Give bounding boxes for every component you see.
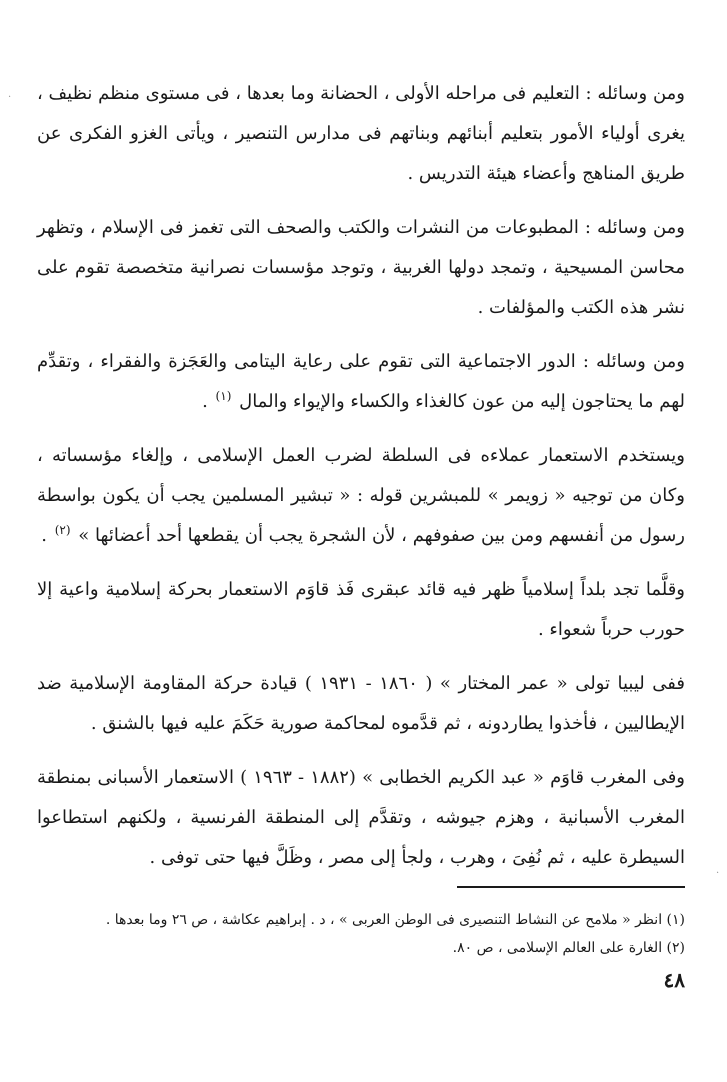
footnote-2: (٢) الغارة على العالم الإسلامى ، ص ٨٠.	[452, 940, 685, 956]
footnote-separator	[457, 886, 685, 888]
footnotes	[37, 906, 685, 962]
paragraph-social-houses	[37, 342, 685, 422]
footnote-ref-2-trail: .	[41, 525, 53, 546]
paragraph-colonial-agents-text: ويستخدم الاستعمار عملاءه فى السلطة لضرب العمل الإسلامى ، وإلغاء مؤسساته ، وكان من توجيه « زويمر » للمبشرين قوله : « تبشير المسلمين يجب أن يكون بواسطة رسول من أنفسهم ومن بين صفوفهم ، لأن الشجرة يجب أن يقطعها أحد أعضائها »	[37, 445, 685, 546]
paragraph-colonial-agents	[37, 436, 685, 556]
footnote-1: (١) انظر « ملامح عن النشاط التنصيرى فى الوطن العربى » ، د . إبراهيم عكاشة ، ص ٢٦ وما بعدها .	[105, 912, 685, 928]
margin-speck: ·	[8, 92, 12, 103]
paragraph-libya: ففى ليبيا تولى « عمر المختار » ( ١٨٦٠ - ١٩٣١ ) قيادة حركة المقاومة الإسلامية ضد الإيطاليين ، فأخذوا يطاردونه ، ثم قدَّموه لمحاكمة صورية حَكَمَ عليه فيها بالشنق .	[37, 673, 686, 734]
paragraph-social-houses-text: ومن وسائله : الدور الاجتماعية التى تقوم على رعاية اليتامى والعَجَزة والفقراء ، وتقدِّم لهم ما يحتاجون إليه من عون كالغذاء والكساء والإيواء والمال	[37, 351, 685, 412]
footnote-ref-1[interactable]: (١)	[215, 389, 232, 403]
paragraph-morocco: وفى المغرب قاوَم « عبد الكريم الخطابى » (١٨٨٢ - ١٩٦٣ ) الاستعمار الأسبانى بمنطقة المغرب الأسبانية ، وهزم جيوشه ، وتقدَّم إلى المنطقة الفرنسية ، ولكنهم استطاعوا السيطرة عليه ، ثم نُفِىَ ، وهرب ، ولجأ إلى مصر ، وظَلَّ فيها حتى توفى .	[37, 767, 685, 868]
page-body	[37, 74, 685, 892]
margin-speck: ·	[716, 868, 720, 879]
page-number: ٤٨	[663, 968, 685, 992]
footnote-ref-1-trail: .	[202, 391, 214, 412]
paragraph-education: ومن وسائله : التعليم فى مراحله الأولى ، الحضانة وما بعدها ، فى مستوى منظم نظيف ، يغرى أولياء الأمور بتعليم أبنائهم وبناتهم فى مدارس التنصير ، ويأتى الغزو الفكرى عن طريق المناهج وأعضاء هيئة التدريس .	[37, 83, 685, 184]
paragraph-leaders: وقلَّما تجد بلداً إسلامياً ظهر فيه قائد عبقرى فَذ قاوَم الاستعمار بحركة إسلامية واعية إلا حورب حرباً شعواء .	[37, 579, 685, 640]
footnote-ref-2[interactable]: (٢)	[54, 523, 71, 537]
paragraph-publications: ومن وسائله : المطبوعات من النشرات والكتب والصحف التى تغمز فى الإسلام ، وتظهر محاسن المسيحية ، وتمجد دولها الغربية ، وتوجد مؤسسات نصرانية متخصصة تقوم على نشر هذه الكتب والمؤلفات .	[37, 217, 685, 318]
